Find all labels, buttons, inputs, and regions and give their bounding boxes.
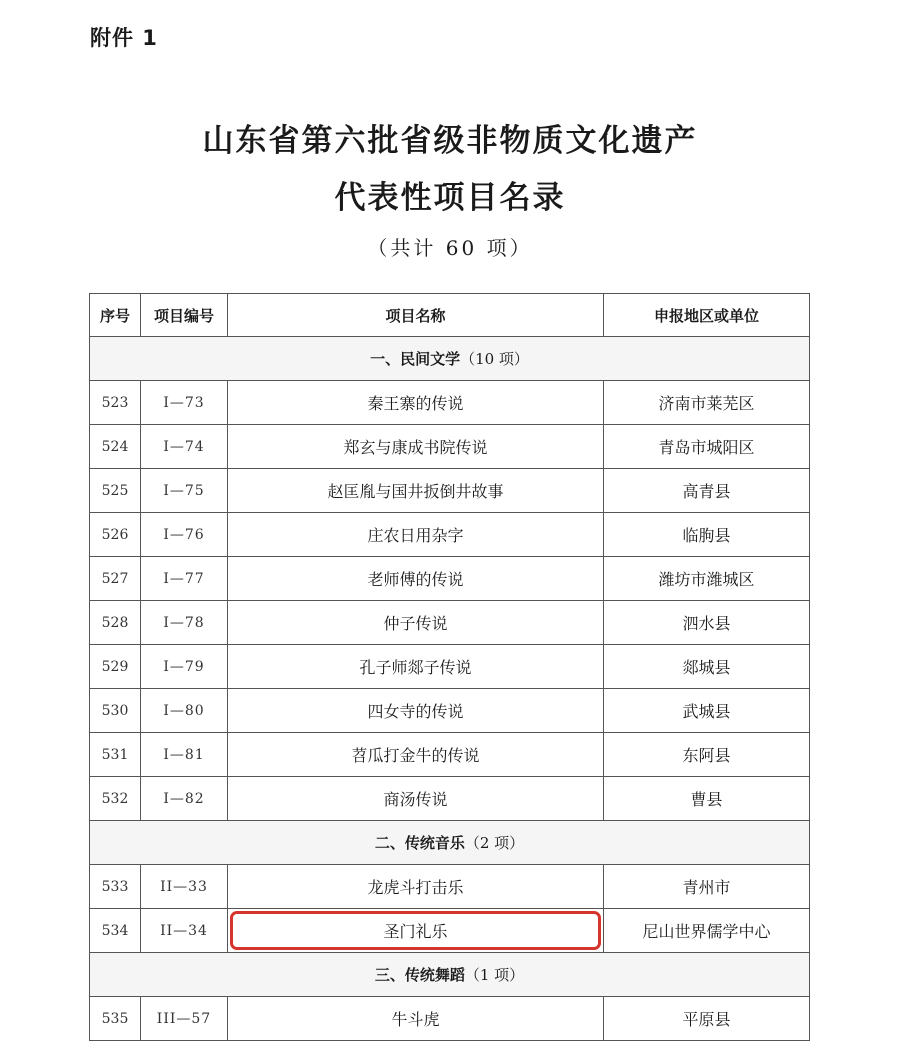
cell-name: 牛斗虎 bbox=[228, 997, 604, 1041]
cell-region: 青州市 bbox=[604, 865, 810, 909]
header-item-code: 项目编号 bbox=[141, 294, 228, 337]
category-title: 二、传统音乐 bbox=[374, 834, 465, 852]
cell-region: 青岛市城阳区 bbox=[604, 425, 810, 469]
cell-name: 龙虎斗打击乐 bbox=[228, 865, 604, 909]
cell-name: 老师傅的传说 bbox=[228, 557, 604, 601]
cell-serial: 535 bbox=[90, 997, 141, 1041]
cell-serial: 532 bbox=[90, 777, 141, 821]
cell-name: 四女寺的传说 bbox=[228, 689, 604, 733]
cell-serial: 530 bbox=[90, 689, 141, 733]
cell-code: III—57 bbox=[141, 997, 228, 1041]
table-row bbox=[90, 997, 810, 1041]
cell-region: 武城县 bbox=[604, 689, 810, 733]
cell-region: 曹县 bbox=[604, 777, 810, 821]
table-row bbox=[90, 425, 810, 469]
category-count: （10 项） bbox=[460, 350, 529, 368]
heritage-list-table bbox=[89, 293, 810, 1041]
cell-region: 平原县 bbox=[604, 997, 810, 1041]
cell-serial: 524 bbox=[90, 425, 141, 469]
header-serial: 序号 bbox=[90, 294, 141, 337]
cell-serial: 528 bbox=[90, 601, 141, 645]
cell-name: 庄农日用杂字 bbox=[228, 513, 604, 557]
category-traditional-dance bbox=[90, 953, 810, 997]
cell-region: 高青县 bbox=[604, 469, 810, 513]
table-row bbox=[90, 733, 810, 777]
table-row bbox=[90, 513, 810, 557]
cell-name: 苕瓜打金牛的传说 bbox=[228, 733, 604, 777]
cell-code: I—81 bbox=[141, 733, 228, 777]
table-row bbox=[90, 469, 810, 513]
header-region: 申报地区或单位 bbox=[604, 294, 810, 337]
document-title-line2: 代表性项目名录 bbox=[334, 180, 566, 216]
cell-serial: 531 bbox=[90, 733, 141, 777]
cell-region: 郯城县 bbox=[604, 645, 810, 689]
table-row bbox=[90, 865, 810, 909]
category-row bbox=[90, 821, 810, 865]
cell-region: 临朐县 bbox=[604, 513, 810, 557]
table-row bbox=[90, 557, 810, 601]
cell-name: 圣门礼乐 bbox=[383, 922, 448, 941]
category-count: （2 项） bbox=[464, 834, 525, 852]
cell-code: I—77 bbox=[141, 557, 228, 601]
category-row bbox=[90, 953, 810, 997]
cell-serial: 526 bbox=[90, 513, 141, 557]
category-count: （1 项） bbox=[464, 966, 525, 984]
cell-name: 商汤传说 bbox=[228, 777, 604, 821]
table-row bbox=[90, 645, 810, 689]
cell-serial: 533 bbox=[90, 865, 141, 909]
cell-region: 泗水县 bbox=[604, 601, 810, 645]
cell-code: I—74 bbox=[141, 425, 228, 469]
table-header-row bbox=[90, 294, 810, 337]
cell-code: I—78 bbox=[141, 601, 228, 645]
cell-code: I—73 bbox=[141, 381, 228, 425]
header-item-name: 项目名称 bbox=[228, 294, 604, 337]
cell-code: I—79 bbox=[141, 645, 228, 689]
cell-code: I—80 bbox=[141, 689, 228, 733]
document-title-line1: 山东省第六批省级非物质文化遗产 bbox=[202, 123, 698, 159]
cell-name: 郑玄与康成书院传说 bbox=[228, 425, 604, 469]
attachment-label: 附件 1 bbox=[90, 26, 158, 50]
category-folk-literature bbox=[90, 337, 810, 381]
cell-region: 济南市莱芜区 bbox=[604, 381, 810, 425]
table-row bbox=[90, 381, 810, 425]
table-row bbox=[90, 777, 810, 821]
cell-serial: 527 bbox=[90, 557, 141, 601]
table-row bbox=[90, 601, 810, 645]
cell-serial: 525 bbox=[90, 469, 141, 513]
cell-name: 孔子师郯子传说 bbox=[228, 645, 604, 689]
category-traditional-music bbox=[90, 821, 810, 865]
cell-code: I—75 bbox=[141, 469, 228, 513]
cell-name: 秦王寨的传说 bbox=[228, 381, 604, 425]
cell-serial: 523 bbox=[90, 381, 141, 425]
category-row bbox=[90, 337, 810, 381]
cell-region: 尼山世界儒学中心 bbox=[604, 909, 810, 953]
cell-serial: 534 bbox=[90, 909, 141, 953]
cell-code: II—33 bbox=[141, 865, 228, 909]
cell-region: 东阿县 bbox=[604, 733, 810, 777]
cell-code: I—82 bbox=[141, 777, 228, 821]
table-row bbox=[90, 689, 810, 733]
cell-name: 仲子传说 bbox=[228, 601, 604, 645]
cell-name-highlighted bbox=[228, 909, 604, 953]
cell-name: 赵匡胤与国井扳倒井故事 bbox=[228, 469, 604, 513]
table-row bbox=[90, 909, 810, 953]
category-title: 三、传统舞蹈 bbox=[374, 966, 465, 984]
total-count-note: （共计 60 项） bbox=[367, 236, 533, 260]
cell-code: II—34 bbox=[141, 909, 228, 953]
cell-code: I—76 bbox=[141, 513, 228, 557]
category-title: 一、民间文学 bbox=[370, 350, 461, 368]
cell-region: 潍坊市潍城区 bbox=[604, 557, 810, 601]
cell-serial: 529 bbox=[90, 645, 141, 689]
